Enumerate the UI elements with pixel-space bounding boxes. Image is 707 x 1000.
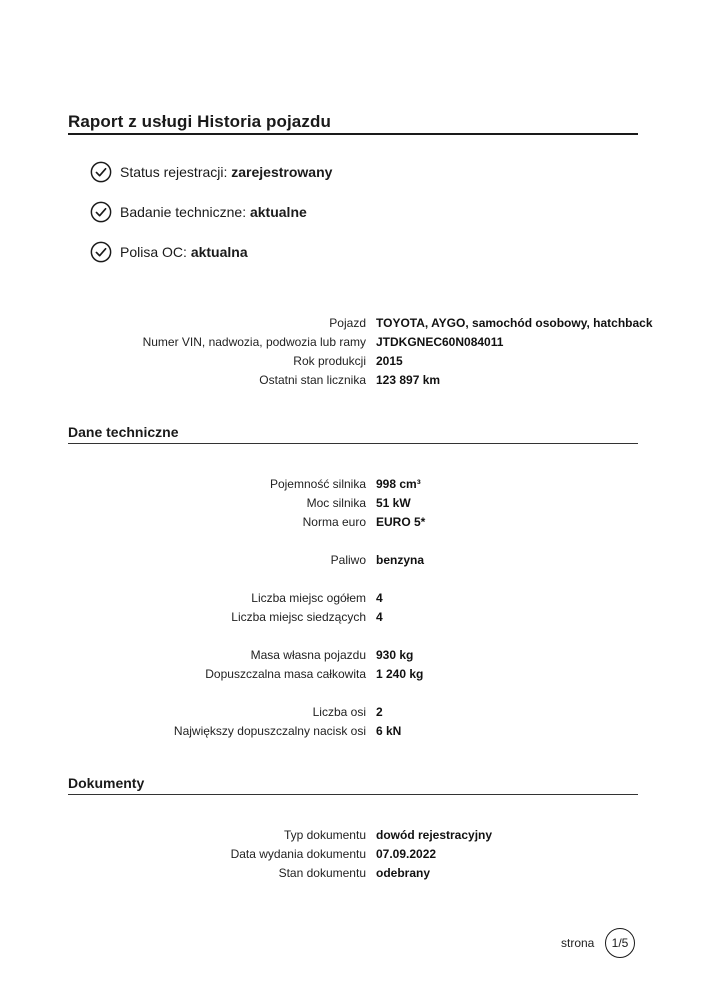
kv-label: Największy dopuszczalny nacisk osi bbox=[173, 724, 366, 738]
kv-row bbox=[0, 826, 707, 844]
kv-label: Pojemność silnika bbox=[269, 477, 366, 491]
kv-value: 1 240 kg bbox=[376, 667, 424, 681]
section-title-documents: Dokumenty bbox=[68, 775, 145, 791]
kv-value: JTDKGNEC60N084011 bbox=[376, 335, 504, 349]
kv-label: Dopuszczalna masa całkowita bbox=[205, 667, 366, 681]
page-title: Raport z usługi Historia pojazdu bbox=[68, 112, 331, 131]
kv-value: 998 cm³ bbox=[376, 477, 421, 491]
kv-label: Stan dokumentu bbox=[278, 866, 366, 880]
kv-row bbox=[0, 646, 707, 664]
kv-row bbox=[0, 608, 707, 626]
status-label: Status rejestracji: bbox=[120, 164, 228, 180]
kv-row bbox=[0, 703, 707, 721]
kv-label: Norma euro bbox=[302, 515, 366, 529]
kv-value: 4 bbox=[376, 610, 383, 624]
kv-row bbox=[0, 589, 707, 607]
kv-value: 930 kg bbox=[376, 648, 414, 662]
status-value: aktualna bbox=[190, 244, 248, 260]
kv-label: Pojazd bbox=[329, 316, 366, 330]
kv-value: 51 kW bbox=[376, 496, 411, 510]
kv-value: 4 bbox=[376, 591, 383, 605]
title-divider bbox=[68, 133, 638, 135]
check-circle-icon bbox=[90, 161, 112, 183]
status-item-inspection bbox=[90, 198, 332, 226]
kv-label: Typ dokumentu bbox=[283, 828, 366, 842]
kv-row bbox=[0, 314, 707, 332]
page-number: 1/5 bbox=[611, 936, 629, 950]
kv-label: Numer VIN, nadwozia, podwozia lub ramy bbox=[142, 335, 366, 349]
kv-row bbox=[0, 513, 707, 531]
status-label: Badanie techniczne: bbox=[120, 204, 247, 220]
kv-row bbox=[0, 665, 707, 683]
kv-label: Paliwo bbox=[330, 553, 366, 567]
kv-row bbox=[0, 333, 707, 351]
status-value: aktualne bbox=[249, 204, 307, 220]
kv-value: 07.09.2022 bbox=[376, 847, 437, 861]
kv-value: 2 bbox=[376, 705, 383, 719]
kv-value: EURO 5* bbox=[376, 515, 426, 529]
kv-label: Moc silnika bbox=[306, 496, 366, 510]
kv-label: Liczba osi bbox=[312, 705, 366, 719]
check-circle-icon bbox=[90, 201, 112, 223]
page-number-badge bbox=[605, 928, 635, 958]
kv-value: TOYOTA, AYGO, samochód osobowy, hatchback bbox=[376, 316, 653, 330]
check-circle-icon bbox=[90, 241, 112, 263]
status-item-insurance bbox=[90, 238, 332, 266]
kv-label: Rok produkcji bbox=[293, 354, 366, 368]
kv-label: Data wydania dokumentu bbox=[230, 847, 366, 861]
kv-row bbox=[0, 722, 707, 740]
kv-label: Liczba miejsc siedzących bbox=[231, 610, 366, 624]
kv-value: 123 897 km bbox=[376, 373, 441, 387]
kv-row bbox=[0, 352, 707, 370]
kv-value: odebrany bbox=[376, 866, 431, 880]
status-list bbox=[90, 158, 332, 278]
kv-label: Liczba miejsc ogółem bbox=[251, 591, 366, 605]
kv-row bbox=[0, 864, 707, 882]
kv-row bbox=[0, 551, 707, 569]
kv-label: Ostatni stan licznika bbox=[259, 373, 366, 387]
section-divider bbox=[68, 794, 638, 795]
status-item-registration bbox=[90, 158, 332, 186]
section-title-technical: Dane techniczne bbox=[68, 424, 179, 440]
kv-value: 6 kN bbox=[376, 724, 402, 738]
kv-row bbox=[0, 475, 707, 493]
status-label: Polisa OC: bbox=[120, 244, 187, 260]
kv-value: benzyna bbox=[376, 553, 425, 567]
kv-value: 2015 bbox=[376, 354, 403, 368]
kv-row bbox=[0, 845, 707, 863]
kv-value: dowód rejestracyjny bbox=[376, 828, 493, 842]
kv-row bbox=[0, 371, 707, 389]
kv-row bbox=[0, 494, 707, 512]
status-value: zarejestrowany bbox=[231, 164, 333, 180]
page-label: strona bbox=[561, 936, 595, 950]
kv-label: Masa własna pojazdu bbox=[250, 648, 366, 662]
section-divider bbox=[68, 443, 638, 444]
